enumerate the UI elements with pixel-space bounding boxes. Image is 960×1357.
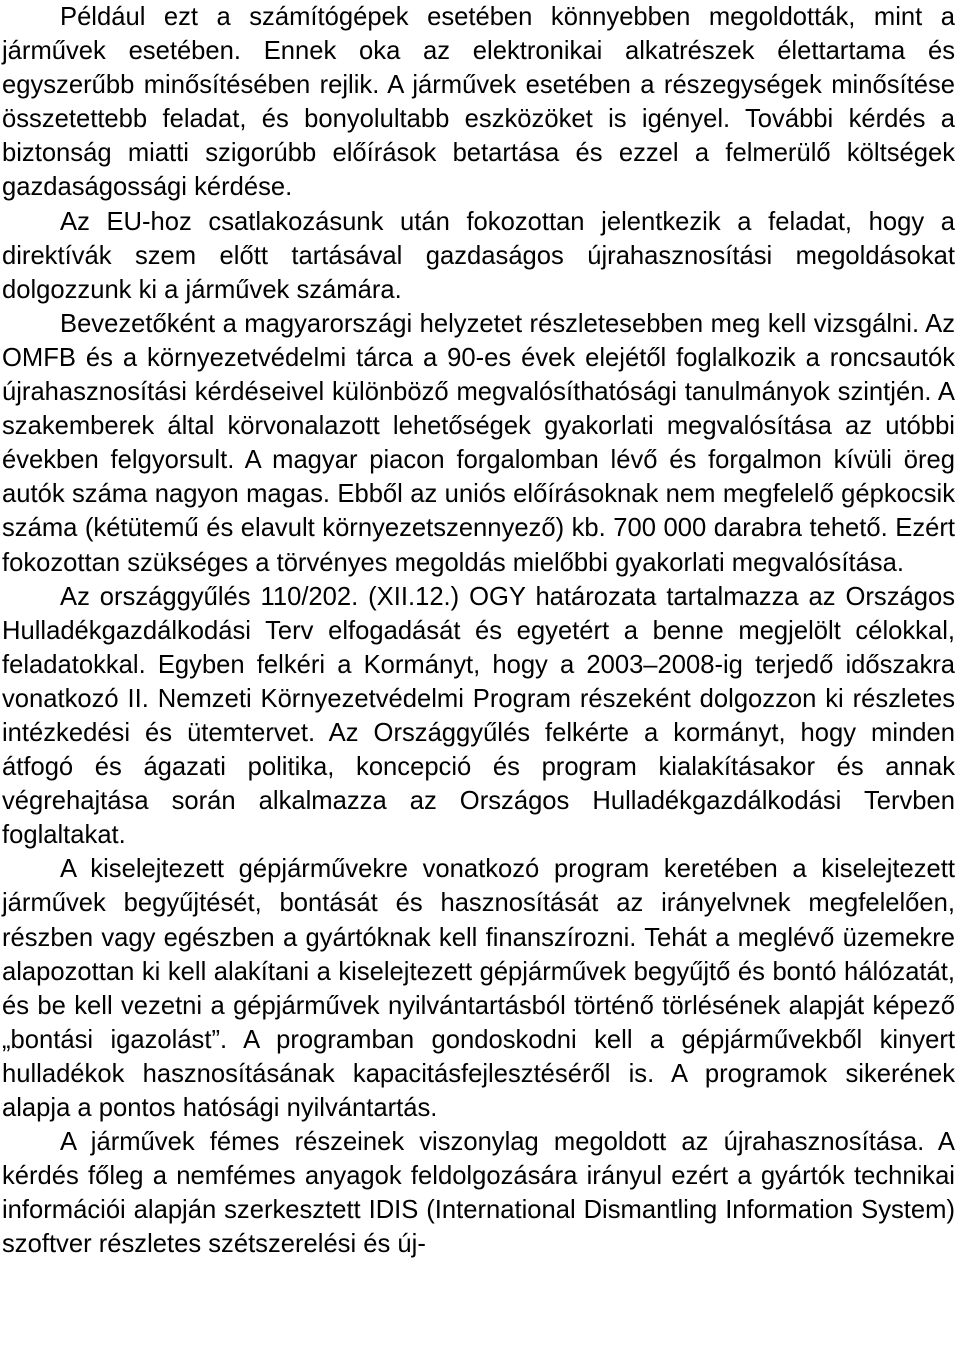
paragraph-6: A járművek fémes részeinek viszonylag megoldott az újrahasznosítása. A kérdés főleg a nemfémes anyagok feldolgozására irányul ezért a gyártók technikai információi alapján szerkesztett IDIS (International Dismantling Information System) szoftver részletes szétszerelési és új-: [2, 1128, 955, 1259]
paragraph-1: Például ezt a számítógépek esetében könnyebben megoldották, mint a járművek esetében. Ennek oka az elektronikai alkatrészek élettartama és egyszerűbb minősítésében rejlik. A járművek esetében a részegységek minősítése összetettebb feladat, és bonyolultabb eszközöket is igényel. További kérdés a biztonság miatti szigorúbb előírások betartása és ezzel a felmerülő költségek gazdaságossági kérdése.: [2, 3, 955, 202]
paragraph-5: A kiselejtezett gépjárművekre vonatkozó program keretében a kiselejtezett járművek begyűjtését, bontását és hasznosítását az irányelvnek megfelelően, részben vagy egészben a gyártóknak kell finanszírozni. Tehát a meglévő üzemekre alapozottan ki kell alakítani a kiselejtezett gépjárművek begyűjtő és bontó hálózatát, és be kell vezetni a gépjárművek nyilvántartásból történő törlésének alapját képező „bontási igazolást”. A programban gondoskodni kell a gépjárművekből kinyert hulladékok hasznosításának kapacitásfejlesztéséről is. A programok sikerének alapja a pontos hatósági nyilvántartás.: [2, 855, 955, 1122]
paragraph-2: Az EU-hoz csatlakozásunk után fokozottan jelentkezik a feladat, hogy a direktívák szem előtt tartásával gazdaságos újrahasznosítási megoldásokat dolgozzunk ki a járművek számára.: [2, 207, 955, 304]
paragraph-4: Az országgyűlés 110/202. (XII.12.) OGY határozata tartalmazza az Országos Hulladékgazdálkodási Terv elfogadását és egyetért a benne megjelölt célokkal, feladatokkal. Egyben felkéri a Kormányt, hogy a 2003–2008-ig terjedő időszakra vonatkozó II. Nemzeti Környezetvédelmi Program részeként dolgozzon ki részletes intézkedési és ütemtervet. Az Országgyűlés felkérte a kormányt, hogy minden átfogó és ágazati politika, koncepció és program kialakításakor és annak végrehajtása során alkalmazza az Országos Hulladékgazdálkodási Tervben foglaltakat.: [2, 582, 955, 850]
paragraph-3: Bevezetőként a magyarországi helyzetet részletesebben meg kell vizsgálni. Az OMFB és a környezetvédelmi tárca a 90-es évek elejétől foglalkozik a roncsautók újrahasznosítási kérdéseivel különböző megvalósíthatósági tanulmányok szintjén. A szakemberek által körvonalazott lehetőségek gyakorlati megvalósítása az utóbbi években felgyorsult. A magyar piacon forgalomban lévő és forgalmon kívüli öreg autók száma nagyon magas. Ebből az uniós előírásoknak nem megfelelő gépkocsik száma (kétütemű és elavult környezetszennyező) kb. 700 000 darabra tehető. Ezért fokozottan szükséges a törvényes megoldás mielőbbi gyakorlati megvalósítása.: [2, 309, 955, 577]
